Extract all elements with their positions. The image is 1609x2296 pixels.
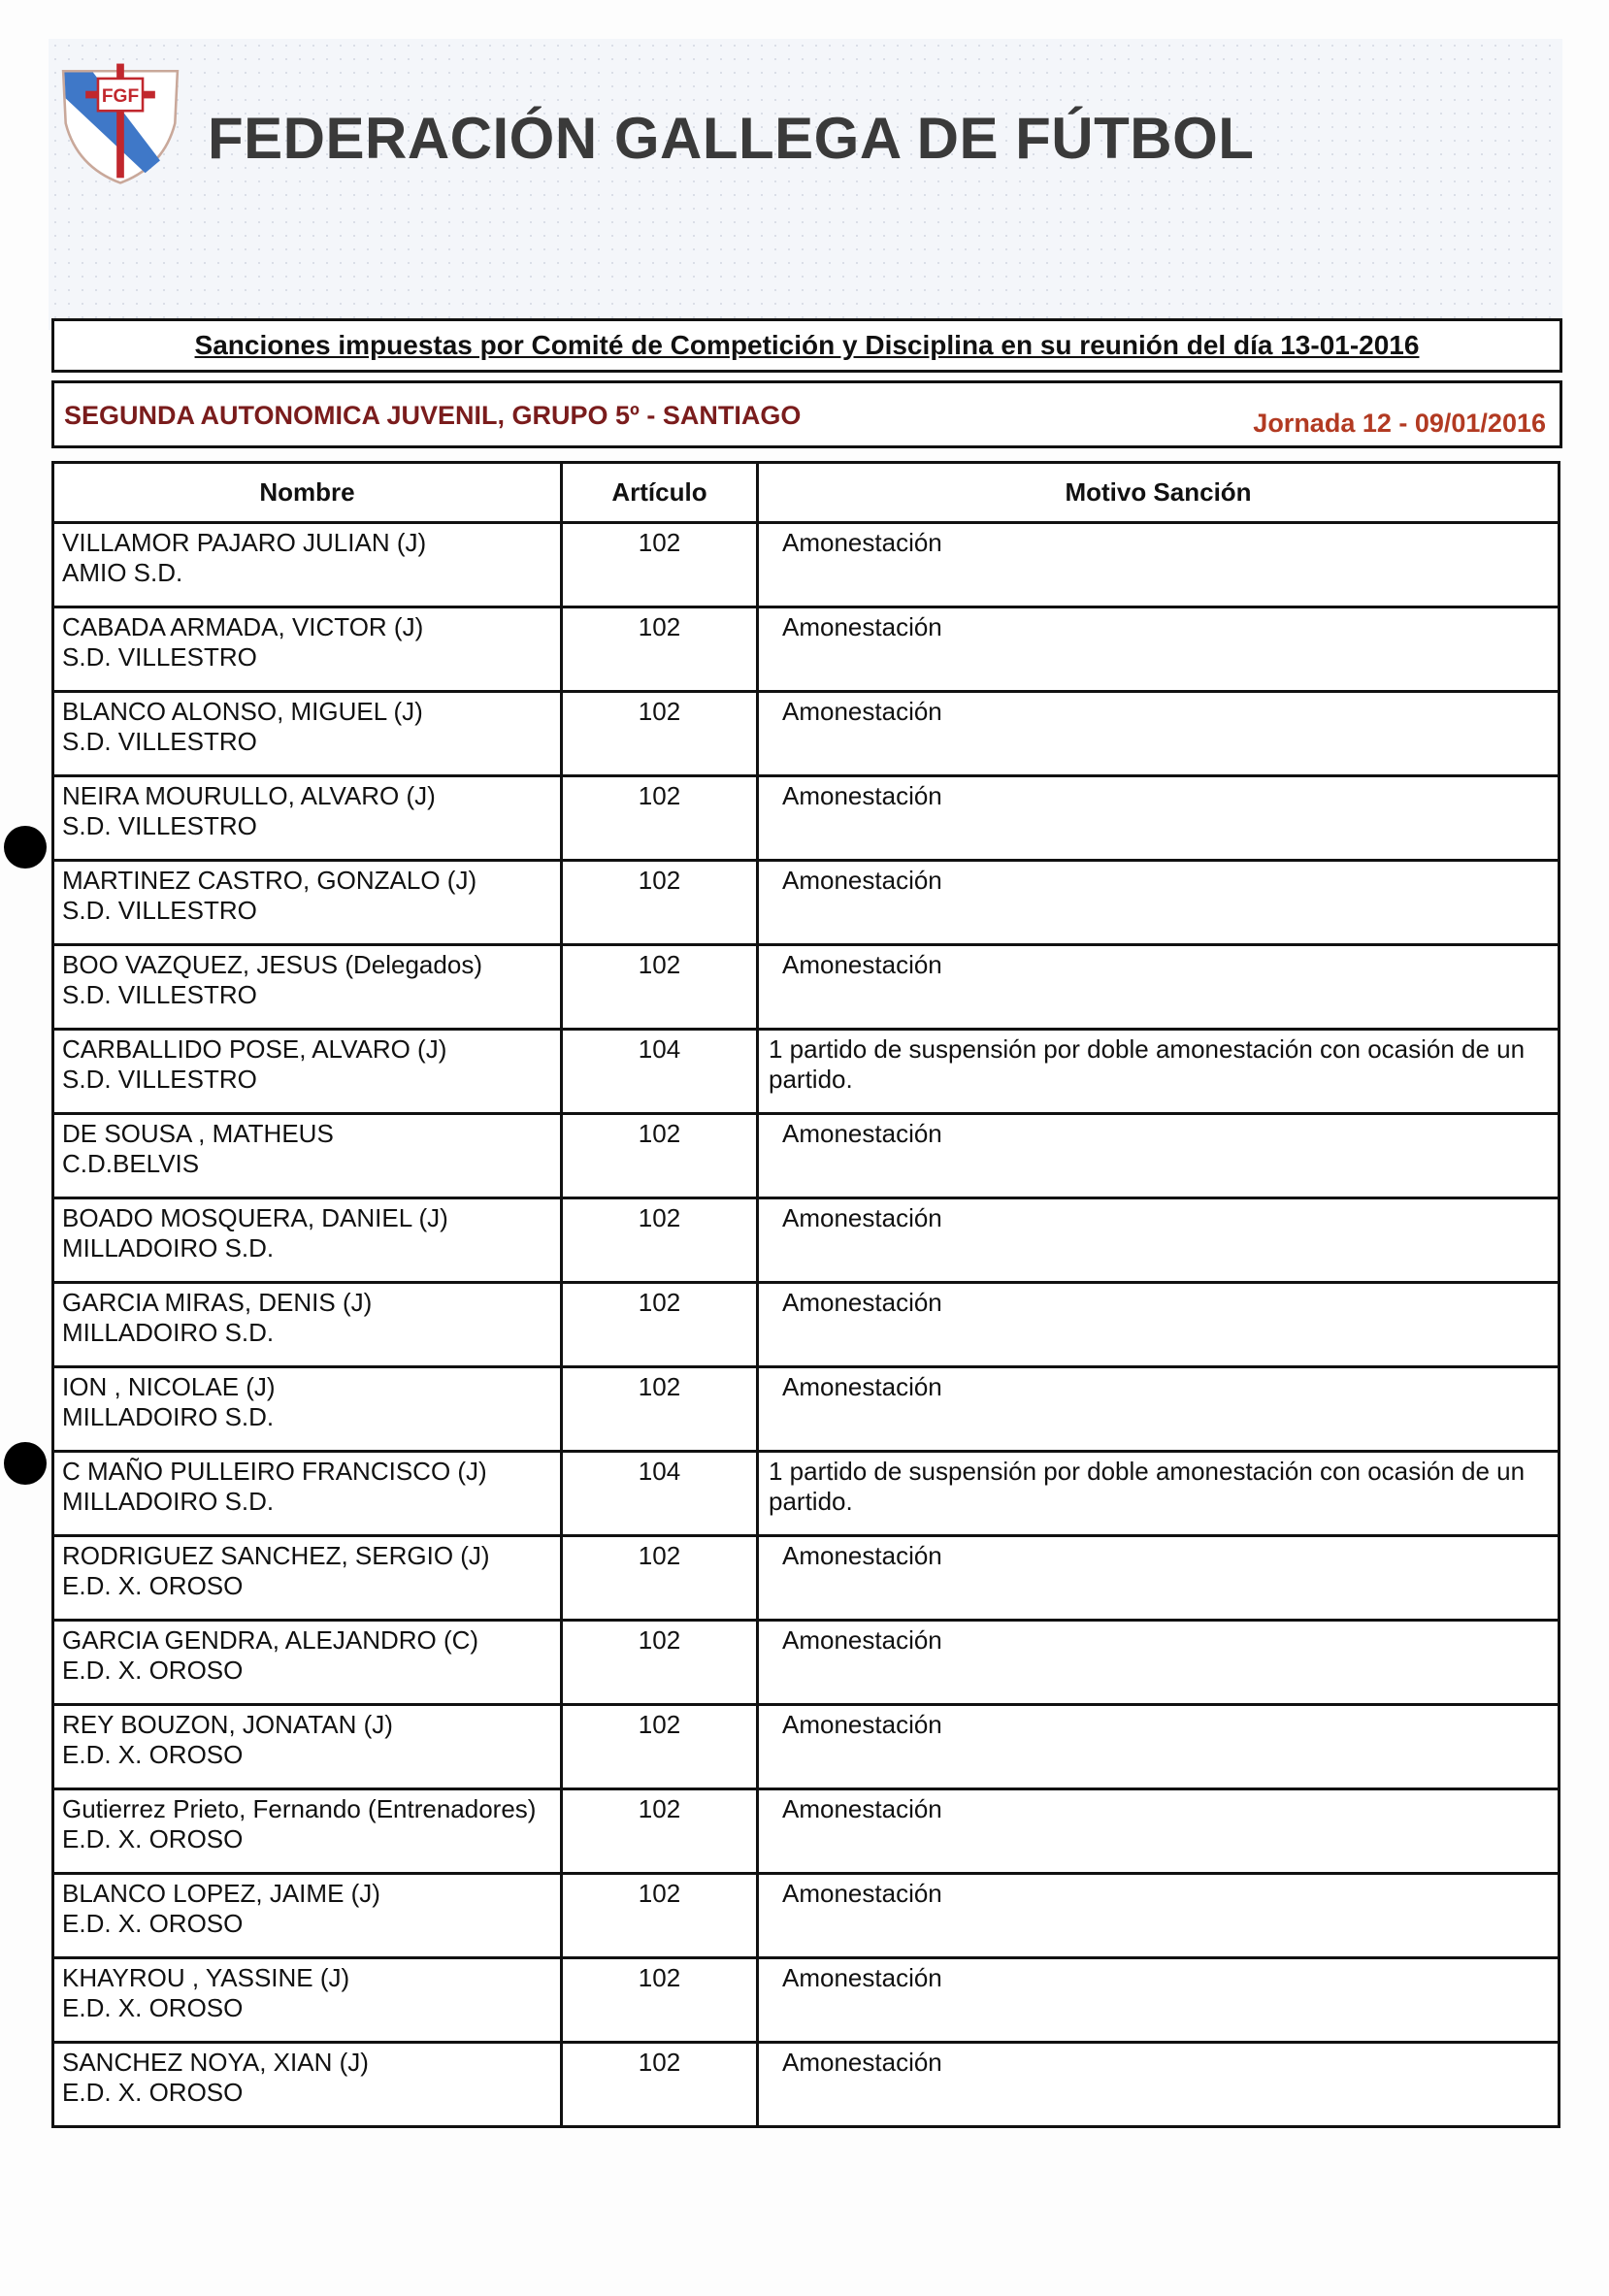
person-name: RODRIGUEZ SANCHEZ, SERGIO (J): [62, 1541, 490, 1570]
name-cell: [53, 1114, 562, 1198]
name-cell: [53, 945, 562, 1030]
person-name: BLANCO LOPEZ, JAIME (J): [62, 1879, 380, 1908]
person-name: NEIRA MOURULLO, ALVARO (J): [62, 781, 436, 810]
motivo-cell: Amonestación: [758, 1283, 1560, 1367]
article-cell: 102: [562, 1283, 758, 1367]
motivo-cell: Amonestación: [758, 523, 1560, 607]
club-name: MILLADOIRO S.D.: [62, 1487, 275, 1516]
article-cell: 102: [562, 1705, 758, 1789]
person-name: REY BOUZON, JONATAN (J): [62, 1710, 393, 1739]
article-cell: 102: [562, 1114, 758, 1198]
punch-hole: [4, 826, 47, 869]
motivo-cell: Amonestación: [758, 1114, 1560, 1198]
club-name: S.D. VILLESTRO: [62, 896, 257, 925]
table-row: [53, 861, 1560, 945]
name-cell: [53, 1874, 562, 1958]
svg-text:FGF: FGF: [101, 86, 140, 108]
motivo-cell: Amonestación: [758, 776, 1560, 861]
article-cell: 102: [562, 1621, 758, 1705]
motivo-cell: Amonestación: [758, 2043, 1560, 2127]
table-row: [53, 1030, 1560, 1114]
motivo-cell: Amonestación: [758, 1198, 1560, 1283]
name-cell: [53, 776, 562, 861]
article-cell: 102: [562, 945, 758, 1030]
table-row: [53, 692, 1560, 776]
club-name: E.D. X. OROSO: [62, 2078, 244, 2107]
motivo-cell: 1 partido de suspensión por doble amonestación con ocasión de un partido.: [758, 1452, 1560, 1536]
name-cell: [53, 861, 562, 945]
name-cell: [53, 607, 562, 692]
article-cell: 102: [562, 1367, 758, 1452]
article-cell: 104: [562, 1452, 758, 1536]
motivo-cell: Amonestación: [758, 1536, 1560, 1621]
club-name: MILLADOIRO S.D.: [62, 1233, 275, 1263]
person-name: GARCIA GENDRA, ALEJANDRO (C): [62, 1625, 479, 1655]
table-row: [53, 1958, 1560, 2043]
table-row: [53, 2043, 1560, 2127]
club-name: C.D.BELVIS: [62, 1149, 200, 1178]
article-cell: 102: [562, 776, 758, 861]
name-cell: [53, 1958, 562, 2043]
header-motivo: Motivo Sanción: [758, 463, 1560, 523]
header-nombre: Nombre: [53, 463, 562, 523]
article-cell: 102: [562, 861, 758, 945]
motivo-cell: Amonestación: [758, 861, 1560, 945]
person-name: BLANCO ALONSO, MIGUEL (J): [62, 697, 423, 726]
name-cell: [53, 1198, 562, 1283]
motivo-cell: Amonestación: [758, 1958, 1560, 2043]
meeting-text: Sanciones impuestas por Comité de Competición y Disciplina en su reunión del día 13-01-2016: [194, 330, 1420, 360]
table-row: [53, 1621, 1560, 1705]
table-row: [53, 1367, 1560, 1452]
table-row: [53, 1536, 1560, 1621]
motivo-cell: Amonestación: [758, 1621, 1560, 1705]
table-row: [53, 523, 1560, 607]
person-name: C MAÑO PULLEIRO FRANCISCO (J): [62, 1457, 487, 1486]
motivo-cell: Amonestación: [758, 1367, 1560, 1452]
club-name: S.D. VILLESTRO: [62, 642, 257, 672]
name-cell: [53, 1367, 562, 1452]
club-name: S.D. VILLESTRO: [62, 980, 257, 1009]
article-cell: 102: [562, 607, 758, 692]
table-row: [53, 945, 1560, 1030]
competition-banner: [51, 380, 1562, 448]
motivo-cell: Amonestación: [758, 945, 1560, 1030]
motivo-cell: Amonestación: [758, 692, 1560, 776]
punch-hole: [4, 1442, 47, 1485]
article-cell: 102: [562, 692, 758, 776]
person-name: VILLAMOR PAJARO JULIAN (J): [62, 528, 427, 557]
club-name: S.D. VILLESTRO: [62, 1065, 257, 1094]
competition-name: SEGUNDA AUTONOMICA JUVENIL, GRUPO 5º - SANTIAGO: [64, 401, 802, 430]
name-cell: [53, 1536, 562, 1621]
club-name: S.D. VILLESTRO: [62, 811, 257, 840]
motivo-cell: Amonestación: [758, 607, 1560, 692]
table-header-row: [53, 463, 1560, 523]
article-cell: 102: [562, 1874, 758, 1958]
club-name: E.D. X. OROSO: [62, 1909, 244, 1938]
motivo-cell: Amonestación: [758, 1874, 1560, 1958]
name-cell: [53, 1452, 562, 1536]
club-name: E.D. X. OROSO: [62, 1571, 244, 1600]
header-articulo: Artículo: [562, 463, 758, 523]
federation-title: FEDERACIÓN GALLEGA DE FÚTBOL: [208, 106, 1255, 171]
table-row: [53, 1705, 1560, 1789]
name-cell: [53, 2043, 562, 2127]
club-name: E.D. X. OROSO: [62, 1740, 244, 1769]
club-name: MILLADOIRO S.D.: [62, 1318, 275, 1347]
article-cell: 102: [562, 523, 758, 607]
person-name: BOADO MOSQUERA, DANIEL (J): [62, 1203, 448, 1232]
article-cell: 102: [562, 2043, 758, 2127]
jornada-date: Jornada 12 - 09/01/2016: [1253, 409, 1546, 438]
person-name: MARTINEZ CASTRO, GONZALO (J): [62, 866, 477, 895]
table-row: [53, 1198, 1560, 1283]
name-cell: [53, 1030, 562, 1114]
name-cell: [53, 1283, 562, 1367]
name-cell: [53, 1789, 562, 1874]
club-name: MILLADOIRO S.D.: [62, 1402, 275, 1431]
article-cell: 102: [562, 1789, 758, 1874]
club-name: E.D. X. OROSO: [62, 1993, 244, 2022]
club-name: S.D. VILLESTRO: [62, 727, 257, 756]
person-name: DE SOUSA , MATHEUS: [62, 1119, 334, 1148]
name-cell: [53, 692, 562, 776]
person-name: SANCHEZ NOYA, XIAN (J): [62, 2048, 369, 2077]
motivo-cell: 1 partido de suspensión por doble amonestación con ocasión de un partido.: [758, 1030, 1560, 1114]
name-cell: [53, 523, 562, 607]
meeting-banner: [51, 318, 1562, 373]
article-cell: 104: [562, 1030, 758, 1114]
header-background: [49, 39, 1562, 330]
person-name: CABADA ARMADA, VICTOR (J): [62, 612, 424, 641]
table-row: [53, 1114, 1560, 1198]
article-cell: 102: [562, 1536, 758, 1621]
article-cell: 102: [562, 1958, 758, 2043]
person-name: KHAYROU , YASSINE (J): [62, 1963, 350, 1992]
person-name: BOO VAZQUEZ, JESUS (Delegados): [62, 950, 482, 979]
person-name: CARBALLIDO POSE, ALVARO (J): [62, 1034, 447, 1064]
club-name: AMIO S.D.: [62, 558, 183, 587]
table-row: [53, 1283, 1560, 1367]
name-cell: [53, 1705, 562, 1789]
motivo-cell: Amonestación: [758, 1789, 1560, 1874]
article-cell: 102: [562, 1198, 758, 1283]
fgf-shield-logo: [58, 61, 182, 185]
club-name: E.D. X. OROSO: [62, 1824, 244, 1853]
person-name: ION , NICOLAE (J): [62, 1372, 276, 1401]
sanctions-table: [51, 461, 1560, 2128]
motivo-cell: Amonestación: [758, 1705, 1560, 1789]
table-row: [53, 1874, 1560, 1958]
table-row: [53, 776, 1560, 861]
table-row: [53, 1452, 1560, 1536]
person-name: Gutierrez Prieto, Fernando (Entrenadores): [62, 1794, 537, 1823]
table-row: [53, 607, 1560, 692]
name-cell: [53, 1621, 562, 1705]
table-row: [53, 1789, 1560, 1874]
person-name: GARCIA MIRAS, DENIS (J): [62, 1288, 373, 1317]
club-name: E.D. X. OROSO: [62, 1656, 244, 1685]
